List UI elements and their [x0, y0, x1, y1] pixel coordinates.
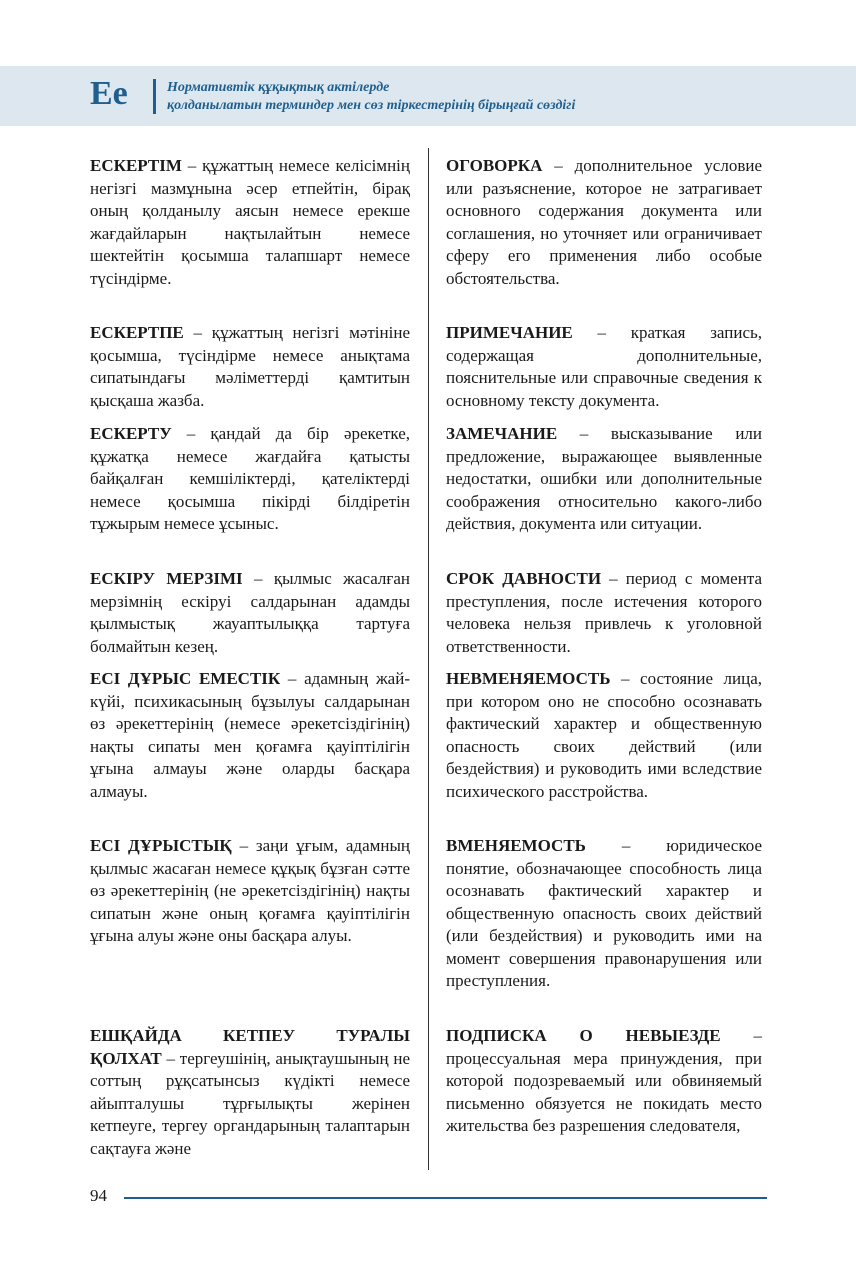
- entry-definition: – процессуальная мера принуждения, при которой подозреваемый или обвиняемый письменно обязуется не покидать место жительства без разрешения следователя,: [446, 1026, 762, 1135]
- entry-definition: – период с момента преступления, после истечения которого человека нельзя привлечь к уголовной ответственности.: [446, 569, 762, 656]
- entry-term: СРОК ДАВНОСТИ: [446, 569, 602, 588]
- dictionary-entry: [446, 423, 762, 536]
- entry-definition: – қылмыс жасалған мерзімнің ескіруі салдарынан адамды қылмыстық жауаптылыққа тартуға болмайтын кезең.: [90, 569, 410, 656]
- dictionary-entry: [446, 322, 762, 412]
- entry-term: ЗАМЕЧАНИЕ: [446, 424, 558, 443]
- entry-term: НЕВМЕНЯЕМОСТЬ: [446, 669, 611, 688]
- dictionary-entry: [446, 835, 762, 993]
- entry-definition: – қандай да бір әрекетке, құжатқа немесе жағдайға қатысты байқалған кемшіліктерді, қателіктерді немесе қосымша пікірді білдіретін тұжырым немесе ұсыныс.: [90, 424, 410, 533]
- page-number: 94: [90, 1186, 107, 1205]
- entry-term: ЕСКЕРТПЕ: [90, 323, 184, 342]
- entry-term: ПРИМЕЧАНИЕ: [446, 323, 573, 342]
- header-title-line-1: Нормативтік құқықтық актілерде: [167, 80, 390, 95]
- dictionary-entry: [90, 322, 410, 412]
- header-title-line-2: қолданылатын терминдер мен сөз тіркестерінің бірыңғай сөздігі: [167, 98, 576, 113]
- running-header-title: [167, 79, 575, 115]
- dictionary-entry: [446, 1025, 762, 1138]
- entry-term: ПОДПИСКА О НЕВЫЕЗДЕ: [446, 1026, 721, 1045]
- entry-term: ВМЕНЯЕМОСТЬ: [446, 836, 586, 855]
- entry-term: ОГОВОРКА: [446, 156, 543, 175]
- dictionary-entry: [90, 155, 410, 290]
- entry-definition: – адамның жай-күйі, психикасының бұзылуы салдарынан өз әрекеттерінің (немесе әрекетсіздігінің) нақты сипаты мен қоғамға қауіптілігін ұғына алмауы және оларды басқара алмауы.: [90, 669, 410, 801]
- entry-definition: – құжаттың немесе келісімнің негізгі мазмұнына әсер етпейтін, бірақ оның қолданылу аясын немесе ерекше жағдайларын нақтылайтын немесе шектейтін қосымша талапшарт немесе түсіндірме.: [90, 156, 410, 288]
- entry-definition: – краткая запись, содержащая дополнительные, пояснительные или справочные сведения к основному тексту документа.: [446, 323, 762, 410]
- dictionary-entry: [446, 155, 762, 290]
- header-divider: [153, 79, 156, 114]
- entry-definition: – дополнительное условие или разъяснение, которое не затрагивает основного содержания документа или соглашения, но уточняет или ограничивает сферу его применения либо особые обстоятельства.: [446, 156, 762, 288]
- entry-definition: – заңи ұғым, адамның қылмыс жасаған немесе құқық бұзған сәтте өз әрекеттерінің (не әрекетсіздігінің) нақты сипатын және оның қоғамға қауіптілігін ұғына алуы және оны басқара алуы.: [90, 836, 410, 945]
- entry-term: ЕСІ ДҰРЫСТЫҚ: [90, 836, 232, 855]
- footer-rule: [124, 1197, 767, 1199]
- section-letter: Ee: [90, 75, 128, 112]
- entry-definition: – состояние лица, при котором оно не способно осознавать фактический характер и общественную опасность своих действий (или бездействия) и руководить ими вследствие психического расстройства.: [446, 669, 762, 801]
- column-divider: [428, 148, 429, 1170]
- dictionary-entry: [446, 568, 762, 658]
- entry-definition: – тергеушінің, анықтаушының не соттың рұқсатынсыз күдікті немесе айыпталушы тұрғылықты жерінен кетпеуге, тергеу органдарының талаптарын сақтауға және: [90, 1048, 410, 1158]
- dictionary-entry: [90, 1025, 410, 1160]
- dictionary-entry: [90, 423, 410, 536]
- entry-term: ЕСКЕРТІМ: [90, 156, 182, 175]
- dictionary-entry: [90, 668, 410, 803]
- entry-definition: – құжаттың негізгі мәтініне қосымша, түсіндірме немесе анықтама сипатындағы мәліметтерді қамтитын қысқаша жазба.: [90, 323, 410, 410]
- entry-term: ЕСІ ДҰРЫС ЕМЕСТІК: [90, 669, 281, 688]
- entry-definition: – высказывание или предложение, выражающее выявленные недостатки, ошибки или дополнительные соображения относительно какого-либо действия, документа или ситуации.: [446, 424, 762, 533]
- entry-term: ЕСКІРУ МЕРЗІМІ: [90, 569, 243, 588]
- dictionary-entry: [446, 668, 762, 803]
- entry-definition: – юридическое понятие, обозначающее способность лица осознавать фактический характер и общественную опасность своих действий (или бездействия) и руководить ими на момент совершения правонарушения или преступления.: [446, 836, 762, 990]
- dictionary-entry: [90, 568, 410, 658]
- entry-term: ЕСКЕРТУ: [90, 424, 172, 443]
- entry-term: ЕШҚАЙДА КЕТПЕУ ТУРАЛЫ ҚОЛХАТ: [90, 1026, 410, 1068]
- dictionary-entry: [90, 835, 410, 948]
